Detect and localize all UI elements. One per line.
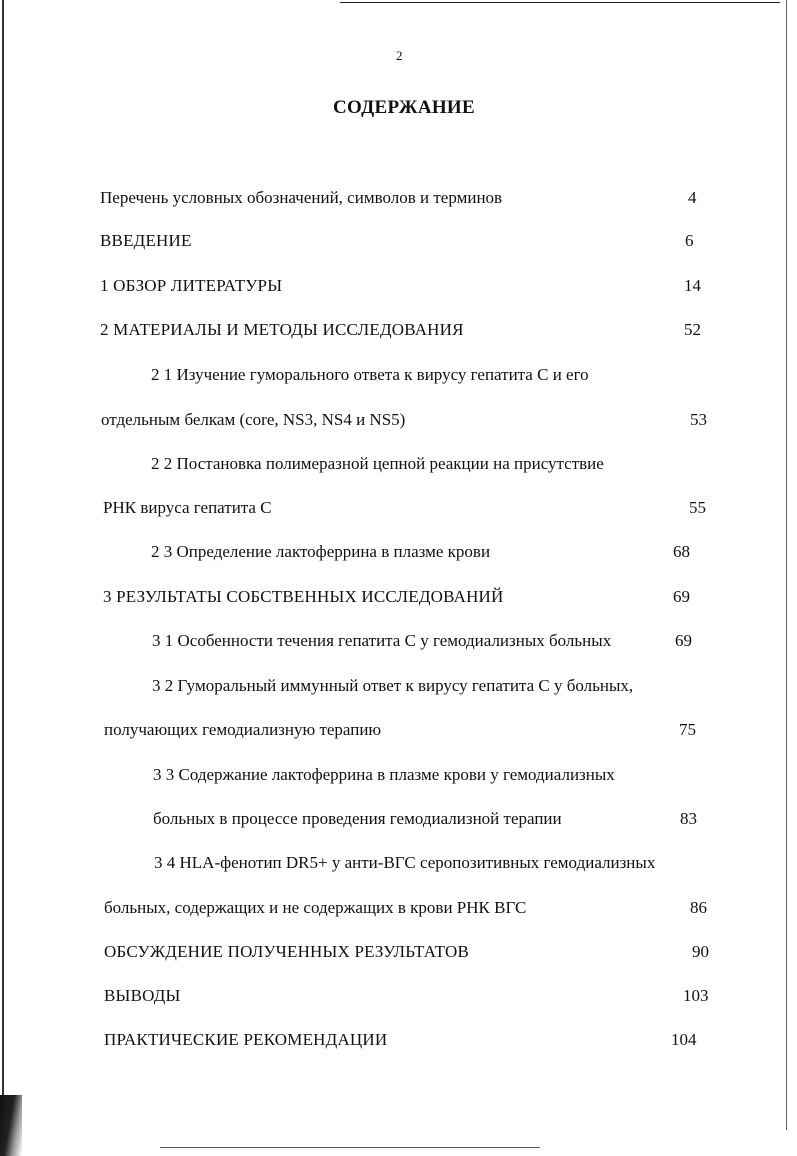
toc-entry-section3-4-line2: больных, содержащих и не содержащих в крови РНК ВГС [104, 898, 527, 917]
page-number: 2 [396, 48, 403, 63]
toc-entry-conclusions: ВЫВОДЫ [104, 986, 181, 1005]
toc-page-section3-3: 83 [680, 809, 697, 828]
toc-page-chapter2: 52 [684, 320, 701, 339]
toc-entry-section3-2-line2: получающих гемодиализную терапию [104, 720, 382, 739]
toc-entry-section2-2-line1: 2 2 Постановка полимеразной цепной реакции на присутствие [151, 454, 604, 473]
toc-entry-chapter3: 3 РЕЗУЛЬТАТЫ СОБСТВЕННЫХ ИССЛЕДОВАНИЙ [103, 587, 504, 606]
toc-page-section2-2: 55 [689, 498, 706, 517]
toc-page-section3-4: 86 [690, 898, 707, 917]
toc-entry-section3-4-line1: 3 4 HLA-фенотип DR5+ у анти-ВГС серопозитивных гемодиализных [154, 853, 656, 872]
scan-edge-right [786, 0, 787, 1130]
scan-edge-bottom [160, 1147, 540, 1148]
toc-page-recommendations: 104 [671, 1030, 697, 1049]
scan-artifact [0, 1095, 22, 1156]
toc-entry-chapter2: 2 МАТЕРИАЛЫ И МЕТОДЫ ИССЛЕДОВАНИЯ [100, 320, 464, 339]
scan-edge-top [340, 2, 780, 3]
toc-page-abbreviations: 4 [688, 188, 697, 207]
toc-page-introduction: 6 [685, 231, 694, 250]
toc-entry-discussion: ОБСУЖДЕНИЕ ПОЛУЧЕННЫХ РЕЗУЛЬТАТОВ [104, 942, 470, 961]
toc-entry-section2-1-line2: отдельным белкам (core, NS3, NS4 и NS5) [101, 410, 406, 429]
toc-page-section3-1: 69 [675, 631, 692, 650]
scan-edge-left [2, 0, 4, 1095]
toc-page-conclusions: 103 [683, 986, 709, 1005]
toc-page-chapter3: 69 [673, 587, 690, 606]
toc-page-section2-1: 53 [690, 410, 707, 429]
toc-entry-section2-1-line1: 2 1 Изучение гуморального ответа к вирусу гепатита С и его [151, 365, 589, 384]
toc-entry-introduction: ВВЕДЕНИЕ [100, 231, 192, 250]
toc-entry-section2-3: 2 3 Определение лактоферрина в плазме крови [151, 542, 491, 561]
toc-page-discussion: 90 [692, 942, 709, 961]
toc-entry-chapter1: 1 ОБЗОР ЛИТЕРАТУРЫ [100, 276, 283, 295]
page-title: СОДЕРЖАНИЕ [333, 97, 475, 118]
toc-entry-section2-2-line2: РНК вируса гепатита С [103, 498, 272, 517]
toc-entry-section3-2-line1: 3 2 Гуморальный иммунный ответ к вирусу гепатита С у больных, [152, 676, 634, 695]
toc-entry-recommendations: ПРАКТИЧЕСКИЕ РЕКОМЕНДАЦИИ [104, 1030, 388, 1049]
toc-entry-section3-3-line1: 3 3 Содержание лактоферрина в плазме крови у гемодиализных [153, 765, 615, 784]
toc-entry-section3-1: 3 1 Особенности течения гепатита С у гемодиализных больных [152, 631, 612, 650]
toc-page-section3-2: 75 [679, 720, 696, 739]
toc-page-chapter1: 14 [684, 276, 701, 295]
toc-entry-abbreviations: Перечень условных обозначений, символов и терминов [100, 188, 503, 207]
toc-entry-section3-3-line2: больных в процессе проведения гемодиализной терапии [153, 809, 562, 828]
toc-page-section2-3: 68 [673, 542, 690, 561]
